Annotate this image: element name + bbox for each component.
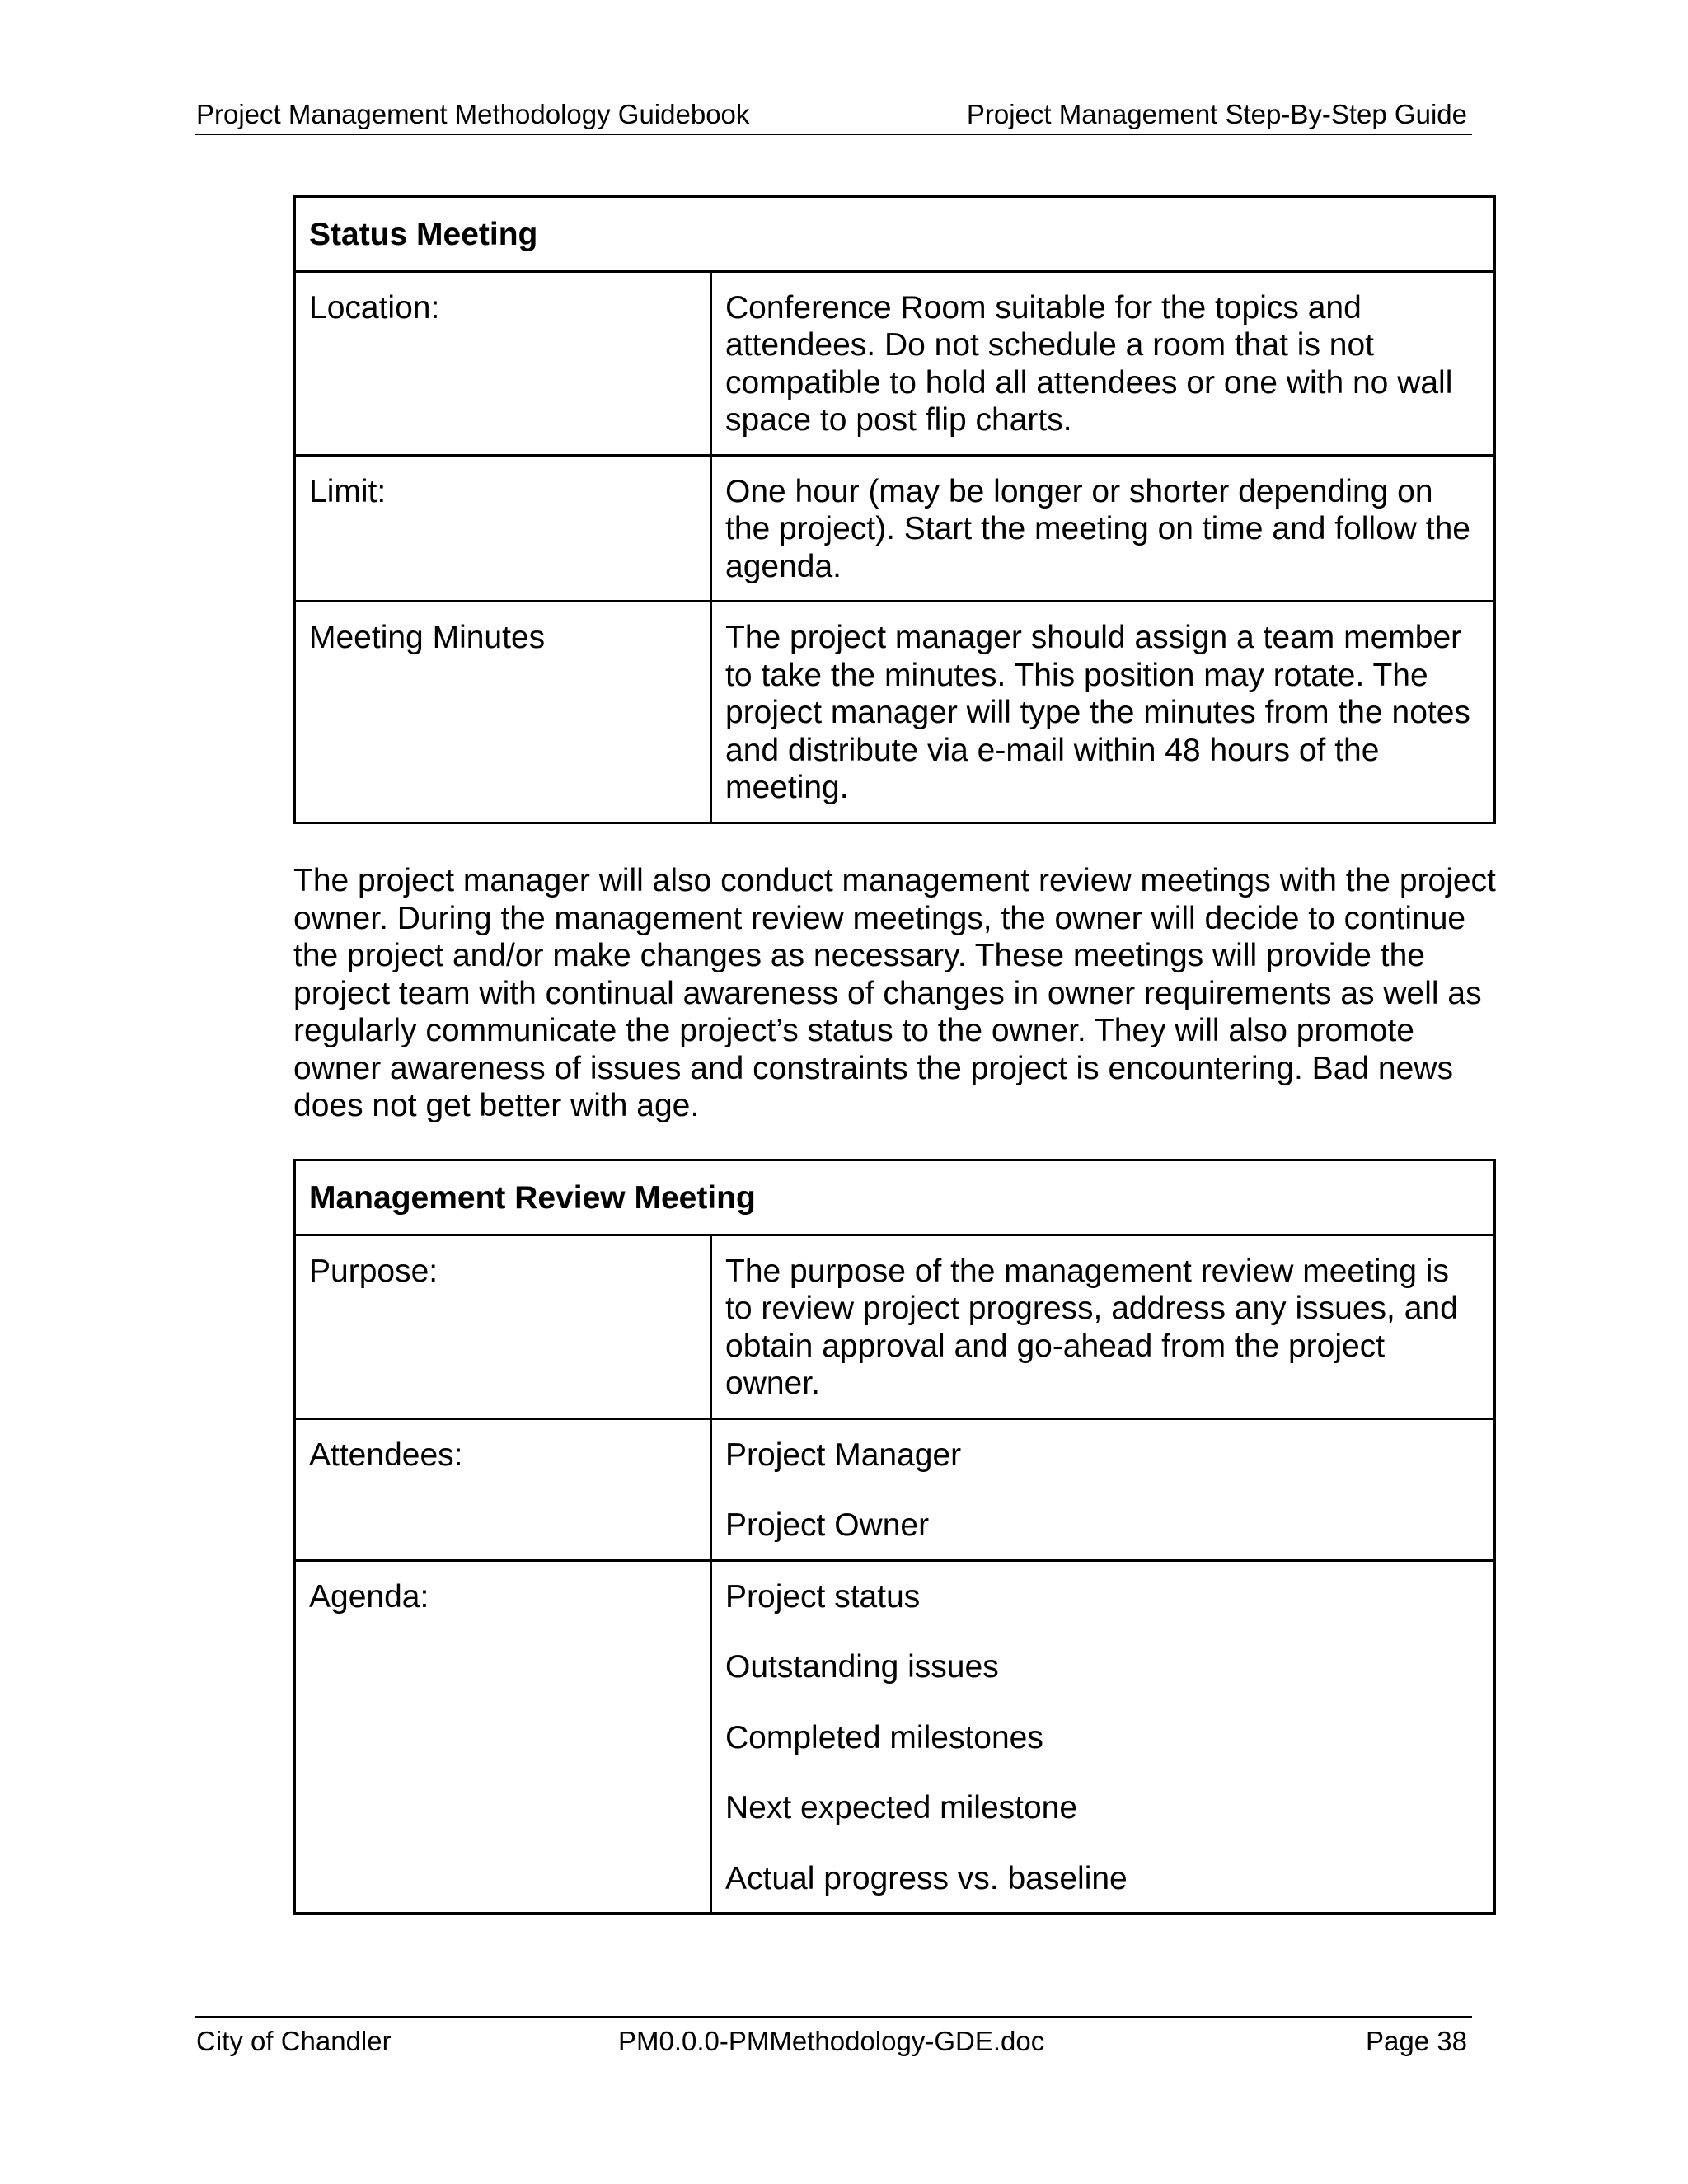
table-row (295, 1560, 1495, 1914)
agenda-item: Actual progress vs. baseline (725, 1860, 1128, 1896)
meeting-minutes-label: Meeting Minutes (295, 602, 711, 823)
header-right-title: Project Management Step-By-Step Guide (966, 99, 1467, 129)
management-review-title: Management Review Meeting (295, 1160, 1495, 1235)
status-meeting-title: Status Meeting (295, 197, 1495, 272)
page-footer (195, 2016, 1472, 2067)
location-label: Location: (295, 271, 711, 455)
attendee-item: Project Manager (725, 1436, 962, 1473)
attendees-list (711, 1418, 1495, 1560)
management-review-paragraph: The project manager will also conduct management review meetings with the project owner. During the management review meetings, the owner will decide to continue the project and/or make changes as necessary. These meetings will provide the project team with continual awareness of changes in owner requirements as well as regularly communicate the project’s status to the owner. They will also promote owner awareness of issues and constraints the project is encountering. Bad news does not get better with age. (293, 863, 1496, 1123)
table-row (295, 271, 1495, 455)
table-row (295, 602, 1495, 823)
page-header (195, 96, 1472, 135)
meeting-minutes-text: The project manager should assign a team member to take the minutes. This position may rotate. The project manager will type the minutes from the notes and distribute via e-mail within 48 hours of the meeting. (711, 602, 1495, 823)
attendees-label: Attendees: (295, 1418, 711, 1560)
status-meeting-title-row (295, 197, 1495, 272)
footer-page-number: Page 38 (1366, 2026, 1467, 2056)
agenda-list (711, 1560, 1495, 1914)
agenda-item: Next expected milestone (725, 1790, 1078, 1825)
footer-organization: City of Chandler (196, 2026, 392, 2056)
header-left-title: Project Management Methodology Guidebook (196, 99, 750, 129)
status-meeting-table (293, 195, 1496, 824)
table-row (295, 1235, 1495, 1418)
purpose-label: Purpose: (295, 1235, 711, 1418)
agenda-item: Project status (725, 1578, 921, 1615)
table-row (295, 1418, 1495, 1560)
attendee-item: Project Owner (725, 1507, 930, 1543)
agenda-item: Outstanding issues (725, 1649, 999, 1685)
management-review-title-row (295, 1160, 1495, 1235)
agenda-label: Agenda: (295, 1560, 711, 1914)
footer-document-name: PM0.0.0-PMMethodology-GDE.doc (618, 2026, 1045, 2056)
limit-text: One hour (may be longer or shorter depending on the project). Start the meeting on time and follow the agenda. (711, 455, 1495, 602)
table-row (295, 455, 1495, 602)
management-review-table (293, 1159, 1496, 1915)
limit-label: Limit: (295, 455, 711, 602)
agenda-item: Completed milestones (725, 1719, 1043, 1755)
location-text: Conference Room suitable for the topics and attendees. Do not schedule a room that is not compatible to hold all attendees or one with no wall space to post flip charts. (711, 271, 1495, 455)
purpose-text: The purpose of the management review meeting is to review project progress, address any issues, and obtain approval and go-ahead from the project owner. (711, 1235, 1495, 1418)
